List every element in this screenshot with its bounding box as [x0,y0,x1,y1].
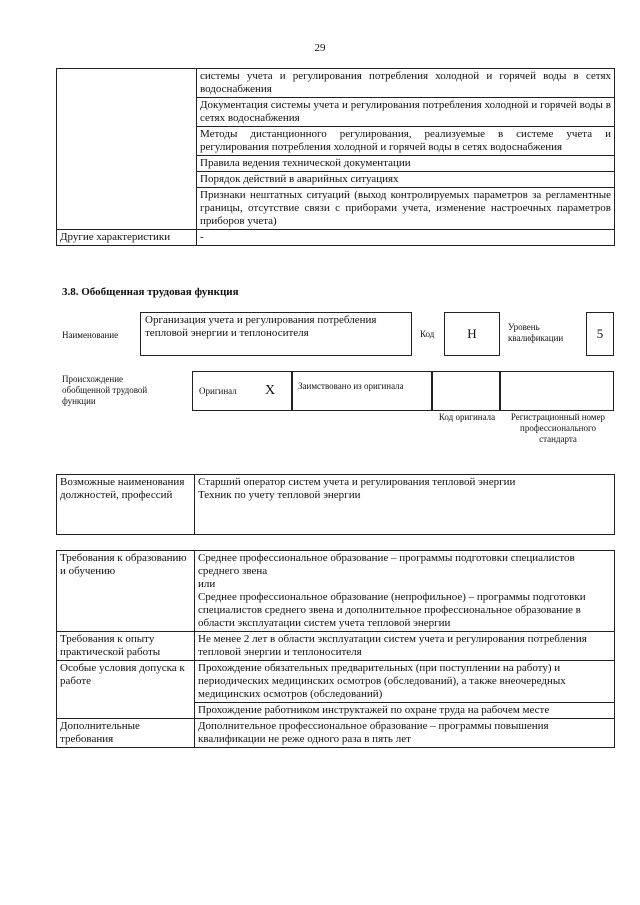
borrowed-label: Заимствовано из оригинала [298,381,404,391]
education-line: или [198,578,216,590]
function-name-box: Организация учета и регулирования потребления тепловой энергии и теплоносителя [140,312,412,356]
knowledge-row: Порядок действий в аварийных ситуациях [197,172,615,188]
level-value-box: 5 [586,312,614,356]
reg-number-cell [500,371,614,411]
position-item: Техник по учету тепловой энергии [198,489,361,501]
other-characteristics-label: Другие характеристики [57,230,197,246]
origin-label: Происхождение обобщенной трудовой функции [62,374,148,406]
code-label: Код [420,329,435,339]
requirements-table [56,550,615,748]
knowledge-row: системы учета и регулирования потребления холодной и горячей воды в сетях водоснабжения [197,69,615,98]
knowledge-row: Методы дистанционного регулирования, реализуемые в системе учета и регулирования потребления холодной и горячей воды в сетях водоснабжения [197,127,615,156]
reg-number-label: Регистрационный номер профессионального стандарта [510,412,606,444]
position-item: Старший оператор систем учета и регулирования тепловой энергии [198,476,516,488]
knowledge-row: Документация системы учета и регулирования потребления холодной и горячей воды в сетях водоснабжения [197,98,615,127]
knowledge-row: Признаки нештатных ситуаций (выход контролируемых параметров за регламентные границы, отсутствие связи с приборами учета, изменение настроечных параметров приборов учета) [197,188,615,230]
additional-value: Дополнительное профессиональное образование – программы повышения квалификации не реже одного раза в пять лет [195,719,615,748]
experience-value: Не менее 2 лет в области эксплуатации систем учета и регулирования потребления тепловой энергии и теплоносителя [195,632,615,661]
education-values [195,551,615,632]
section-heading: 3.8. Обобщенная трудовая функция [62,286,239,298]
original-cell [192,371,292,411]
code-value-box: H [444,312,500,356]
knowledge-table [56,68,615,246]
positions-values [195,475,615,535]
other-characteristics-value: - [197,230,615,246]
admission-label: Особые условия допуска к работе [57,661,195,719]
code-original-cell [432,371,500,411]
borrowed-cell [292,371,432,411]
admission-value: Прохождение работником инструктажей по охране труда на рабочем месте [195,703,615,719]
page-number: 29 [314,42,326,54]
experience-label: Требования к опыту практической работы [57,632,195,661]
original-mark: X [265,383,276,398]
education-line: Среднее профессиональное образование (непрофильное) – программы подготовки специалистов среднего звена и дополнительное профессиональное образование в области эксплуатации систем учета тепловой энергии [198,591,586,629]
positions-label: Возможные наименования должностей, профессий [57,475,195,535]
empty-label-cell [57,69,197,230]
name-label: Наименование [62,330,119,340]
knowledge-row: Правила ведения технической документации [197,156,615,172]
additional-label: Дополнительные требования [57,719,195,748]
education-label: Требования к образованию и обучению [57,551,195,632]
level-label: Уровень квалификации [508,322,564,343]
admission-value: Прохождение обязательных предварительных (при поступлении на работу) и периодических медицинских осмотров (обследований), а также внеочередных медицинских осмотров (обследований) [195,661,615,703]
education-line: Среднее профессиональное образование – программы подготовки специалистов среднего звена [198,552,575,577]
positions-table [56,474,615,535]
original-label: Оригинал [199,386,237,396]
code-original-label: Код оригинала [438,412,496,422]
